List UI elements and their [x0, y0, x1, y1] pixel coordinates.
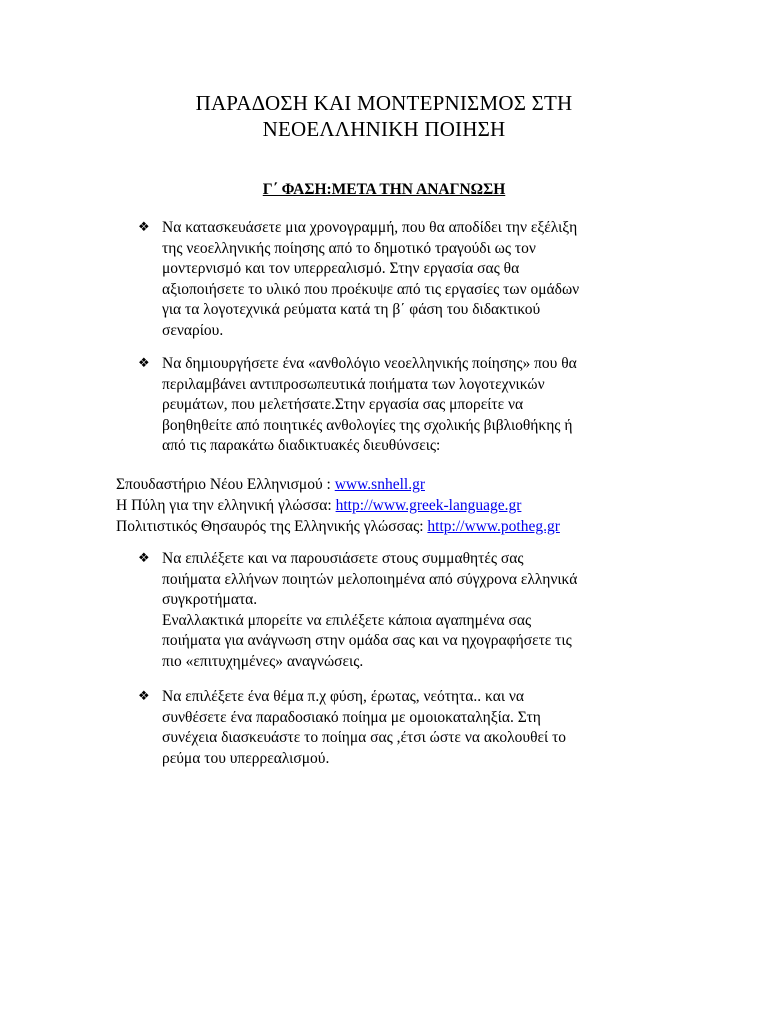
text-line: Να δημιουργήσετε ένα «ανθολόγιο νεοελληνικής ποίησης» που θα — [162, 355, 577, 372]
bullet-diamond-icon: ❖ — [138, 220, 150, 235]
text-line: από τις παρακάτω διαδικτυακές διευθύνσεις: — [162, 437, 441, 454]
text-line: πιο «επιτυχημένες» αναγνώσεις. — [162, 652, 364, 670]
bullet-diamond-icon: ❖ — [138, 356, 150, 371]
section-heading: Γ΄ ΦΑΣΗ:ΜΕΤΑ ΤΗΝ ΑΝΑΓΝΩΣΗ — [262, 181, 506, 198]
text-line: συγκροτήματα. — [162, 591, 258, 608]
text-line: βοηθηθείτε από ποιητικές ανθολογίες της σχολικής βιβλιοθήκης ή — [162, 416, 573, 434]
text-line: σεναρίου. — [162, 321, 224, 339]
link-line-potheg — [116, 516, 676, 537]
bullet-text — [162, 218, 768, 341]
greek-language-link[interactable]: http://www.greek-language.gr — [335, 497, 522, 514]
bullet-diamond-icon: ❖ — [138, 551, 150, 566]
snhell-link[interactable]: www.snhell.gr — [334, 476, 425, 493]
bullet-diamond-icon: ❖ — [138, 689, 150, 704]
link-line-greek-language — [116, 495, 676, 516]
text-line: περιλαμβάνει αντιπροσωπευτικά ποιήματα των λογοτεχνικών — [162, 375, 545, 393]
text-line: Να επιλέξετε ένα θέμα π.χ φύση, έρωτας, νεότητα.. και να — [162, 688, 525, 705]
text-line: ποιήματα ελλήνων ποιητών μελοποιημένα από σύγχρονα ελληνικά — [162, 570, 578, 588]
potheg-link[interactable]: http://www.potheg.gr — [427, 518, 560, 535]
text-line: ρεύμα του υπερρεαλισμού. — [162, 749, 330, 767]
link-label: Η Πύλη για την ελληνική γλώσσα: — [116, 497, 336, 514]
bullet-text — [162, 354, 768, 457]
text-line: Να επιλέξετε και να παρουσιάσετε στους συμμαθητές σας — [162, 550, 524, 567]
text-line: συνέχεια διασκευάστε το ποίημα σας ,έτσι ώστε να ακολουθεί το — [162, 729, 567, 746]
link-line-snhell — [116, 474, 676, 495]
link-label: Πολιτιστικός Θησαυρός της Ελληνικής γλώσσας: — [116, 518, 428, 535]
document-title-line-2: ΝΕΟΕΛΛΗΝΙΚΗ ΠΟΙΗΣΗ — [262, 117, 506, 141]
text-line: Να κατασκευάσετε μια χρονογραμμή, που θα αποδίδει την εξέλιξη — [162, 219, 578, 236]
document-title-line-1: ΠΑΡΑΔΟΣΗ ΚΑΙ ΜΟΝΤΕΡΝΙΣΜΟΣ ΣΤΗ — [195, 91, 573, 115]
bullet-text — [162, 549, 768, 672]
text-line: συνθέσετε ένα παραδοσιακό ποίημα με ομοιοκαταληξία. Στη — [162, 708, 541, 726]
link-label: Σπουδαστήριο Νέου Ελληνισμού : — [116, 476, 335, 493]
text-line: μοντερνισμό και τον υπερρεαλισμό. Στην εργασία σας θα — [162, 260, 520, 277]
text-line: Εναλλακτικά μπορείτε να επιλέξετε κάποια αγαπημένα σας — [162, 611, 532, 629]
text-line: αξιοποιήσετε το υλικό που προέκυψε από τις εργασίες των ομάδων — [162, 280, 580, 298]
bullet-text — [162, 687, 768, 769]
text-line: ρευμάτων, που μελετήσατε.Στην εργασία σας μπορείτε να — [162, 396, 524, 413]
web-links-list — [116, 474, 676, 537]
text-line: ποιήματα για ανάγνωση στην ομάδα σας και να ηχογραφήσετε τις — [162, 632, 572, 649]
text-line: της νεοελληνικής ποίησης από το δημοτικό τραγούδι ως τον — [162, 239, 536, 257]
text-line: για τα λογοτεχνικά ρεύματα κατά τη β΄ φάση του διδακτικού — [162, 301, 541, 318]
